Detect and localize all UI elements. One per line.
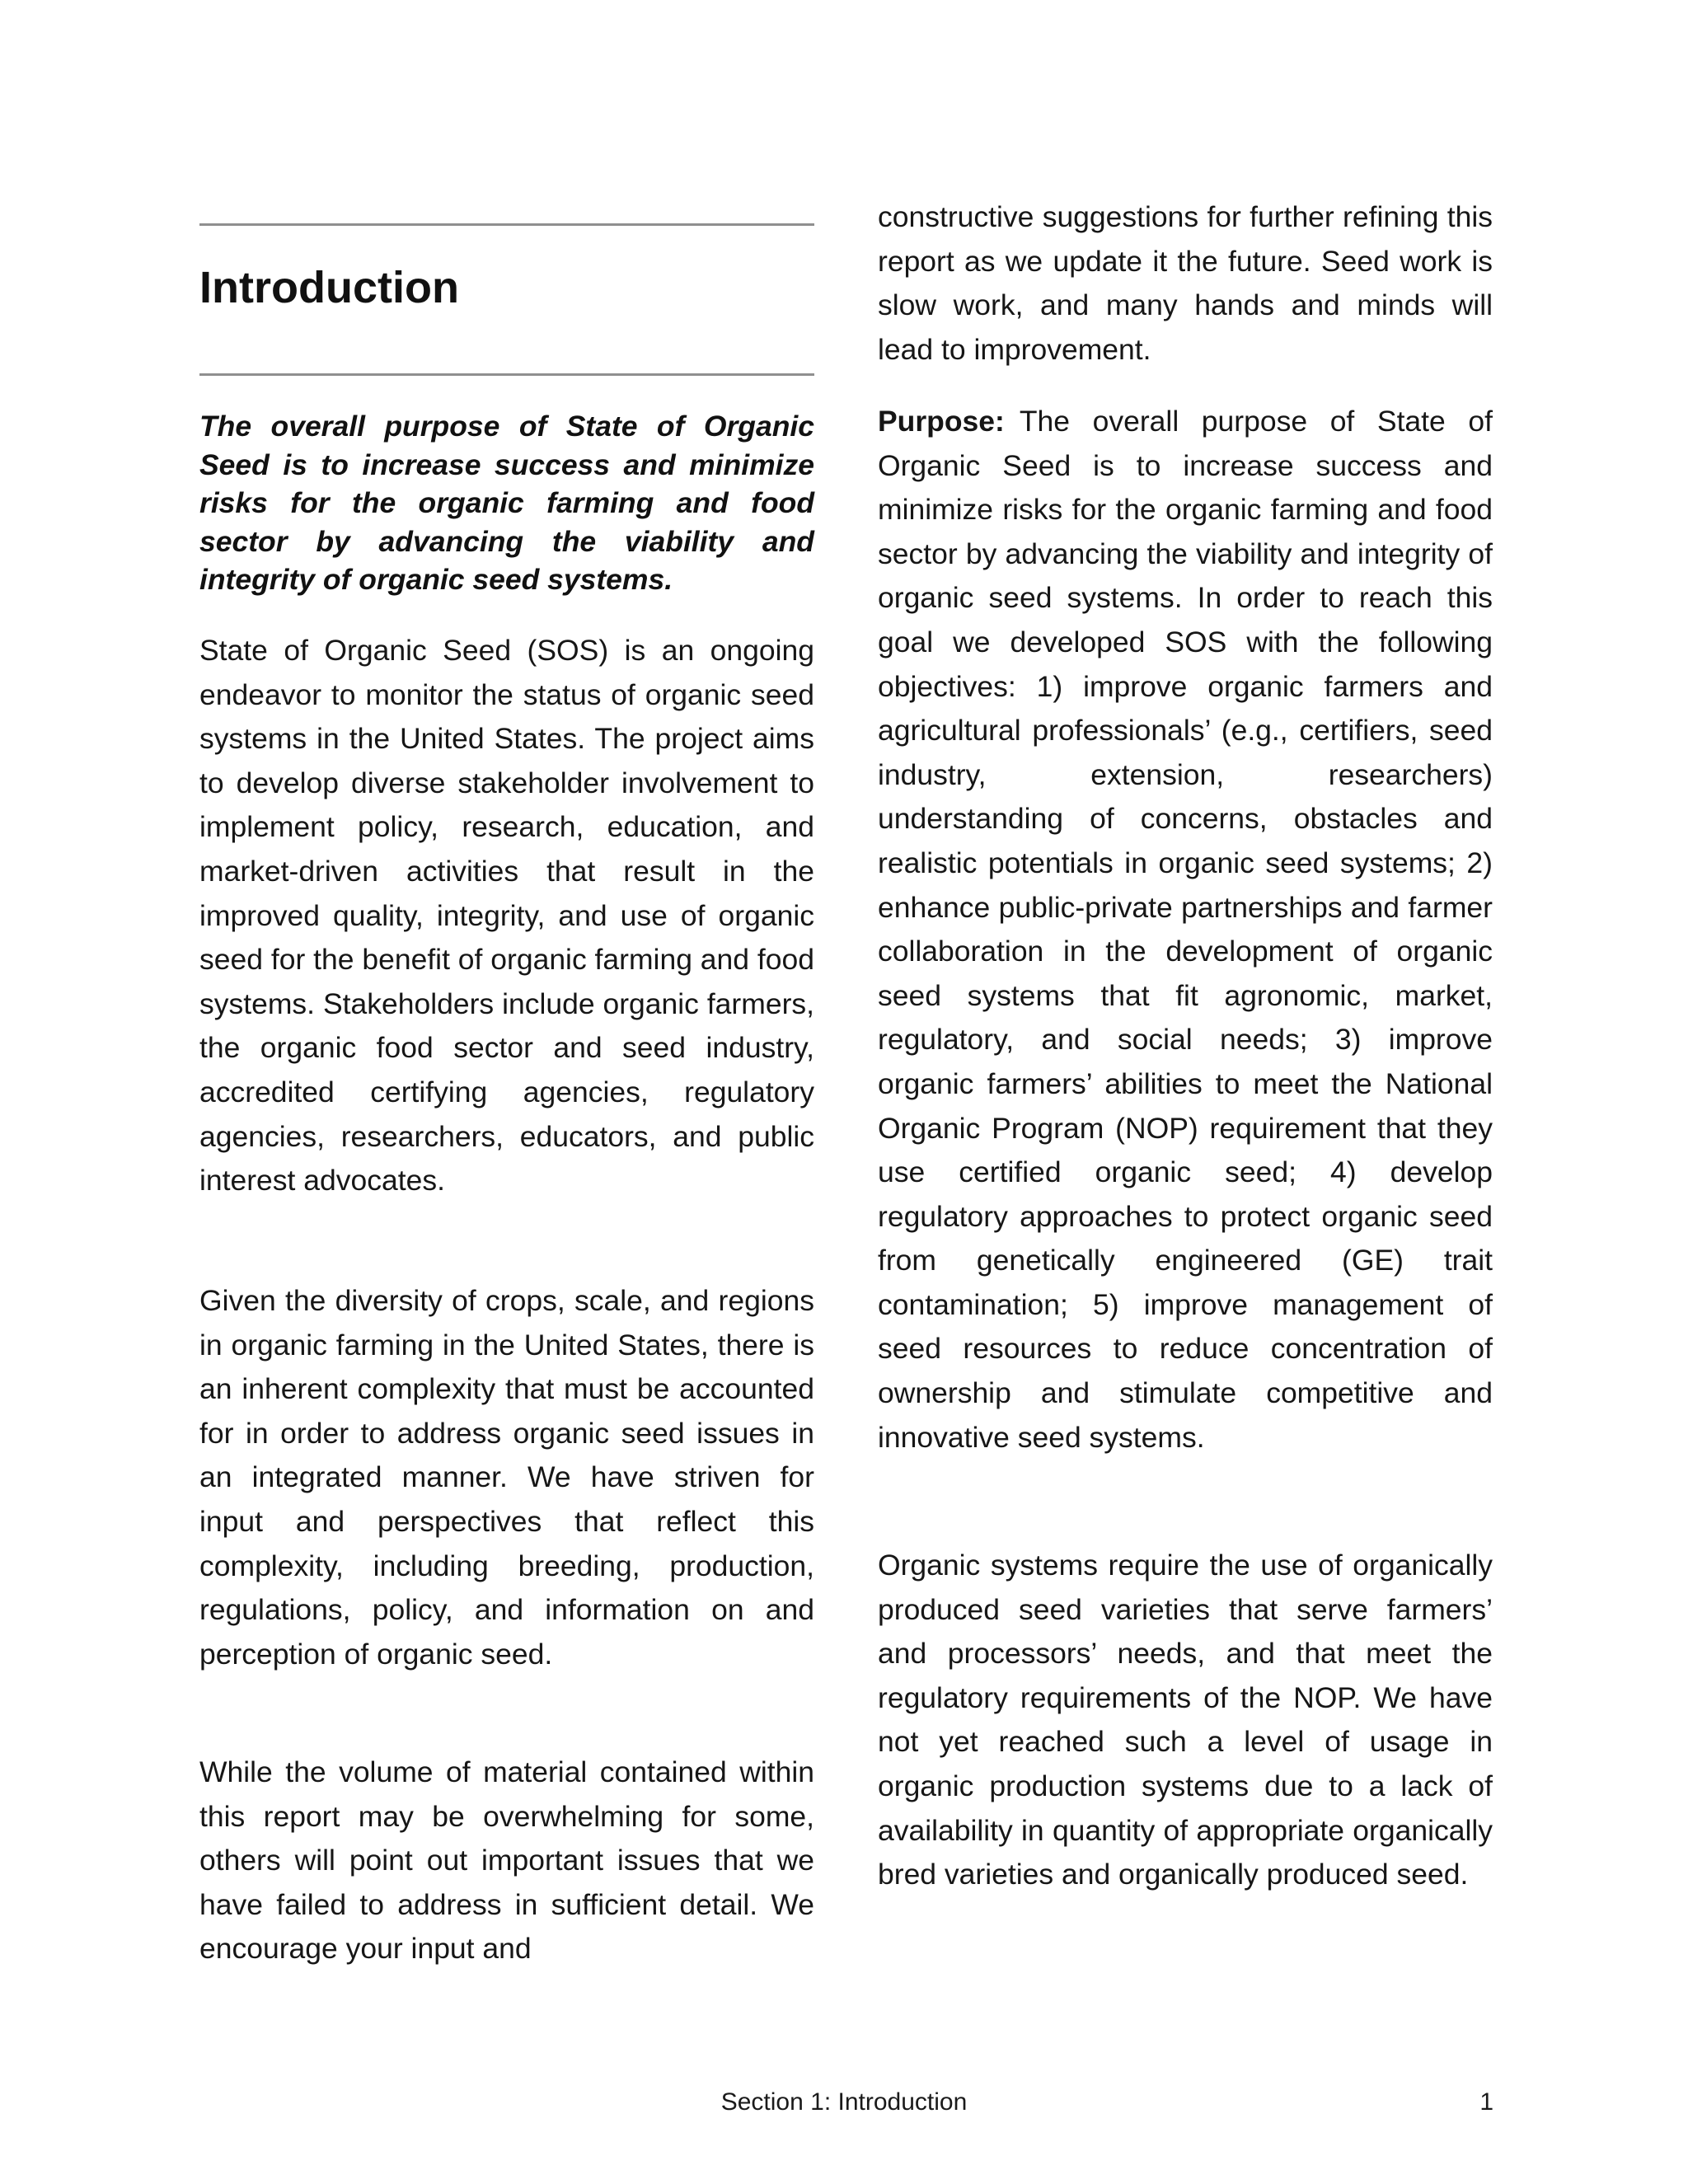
purpose-label: Purpose: [878,405,1005,438]
paragraph-sos-overview: State of Organic Seed (SOS) is an ongoing endeavor to monitor the status of organic seed systems in the United States. The project aims to develop diverse stakeholder involvement to implement policy, research, education, and market-driven activities that result in the improved quality, integrity, and use of organic seed for the benefit of organic farming and food systems. Stakeholders include organic farmers, the organic food sector and seed industry, accredited certifying agencies, regulatory agencies, researchers, educators, and public interest advocates. [199,634,814,1197]
paragraph-organic-systems: Organic systems require the use of organically produced seed varieties that serve farmers’ and processors’ needs, and that meet the regulatory requirements of the NOP. We have not yet reached such a level of usage in organic production systems due to a lack of availability in quantity of appropriate organically bred varieties and organically produced seed. [878,1549,1493,1891]
lead-statement: The overall purpose of State of Organic Seed is to increase success and minimize risks for the organic farming and food sector by advancing the viability and integrity of organic seed systems. [199,410,814,596]
heading-top-rule [199,223,814,226]
paragraph-continuation: constructive suggestions for further refining this report as we update it the future. Seed work is slow work, and many hands and minds will lead to improvement. [878,200,1493,366]
paragraph-volume: While the volume of material contained within this report may be overwhelming for some, others will point out important issues that we have failed to address in sufficient detail. We encourage your input and [199,1755,814,1966]
paragraph-purpose [878,400,1493,1460]
heading-bottom-rule [199,373,814,376]
section-heading: Introduction [199,263,459,312]
footer-page-number: 1 [1479,2088,1493,2116]
footer-section-title: Section 1: Introduction [720,2088,968,2116]
purpose-text: The overall purpose of State of Organic Seed is to increase success and minimize risks for the organic farming and food sector by advancing the viability and integrity of organic seed systems. In order to reach this goal we developed SOS with the following objectives: 1) improve organic farmers and agricultural professionals’ (e.g., certifiers, seed industry, extension, researchers) understanding of concerns, obstacles and realistic potentials in organic seed systems; 2) enhance public-private partnerships and farmer collaboration in the development of organic seed systems that fit agronomic, market, regulatory, and social needs; 3) improve organic farmers’ abilities to meet the National Organic Program (NOP) requirement that they use certified organic seed; 4) develop regulatory approaches to protect organic seed from genetically engineered (GE) trait contamination; 5) improve management of seed resources to reduce concentration of ownership and stimulate competitive and innovative seed systems. [878,405,1493,1454]
paragraph-diversity: Given the diversity of crops, scale, and regions in organic farming in the United States, there is an inherent complexity that must be accounted for in order to address organic seed issues in an integrated manner. We have striven for input and perspectives that reflect this complexity, including breeding, production, regulations, policy, and information on and perception of organic seed. [199,1284,814,1671]
